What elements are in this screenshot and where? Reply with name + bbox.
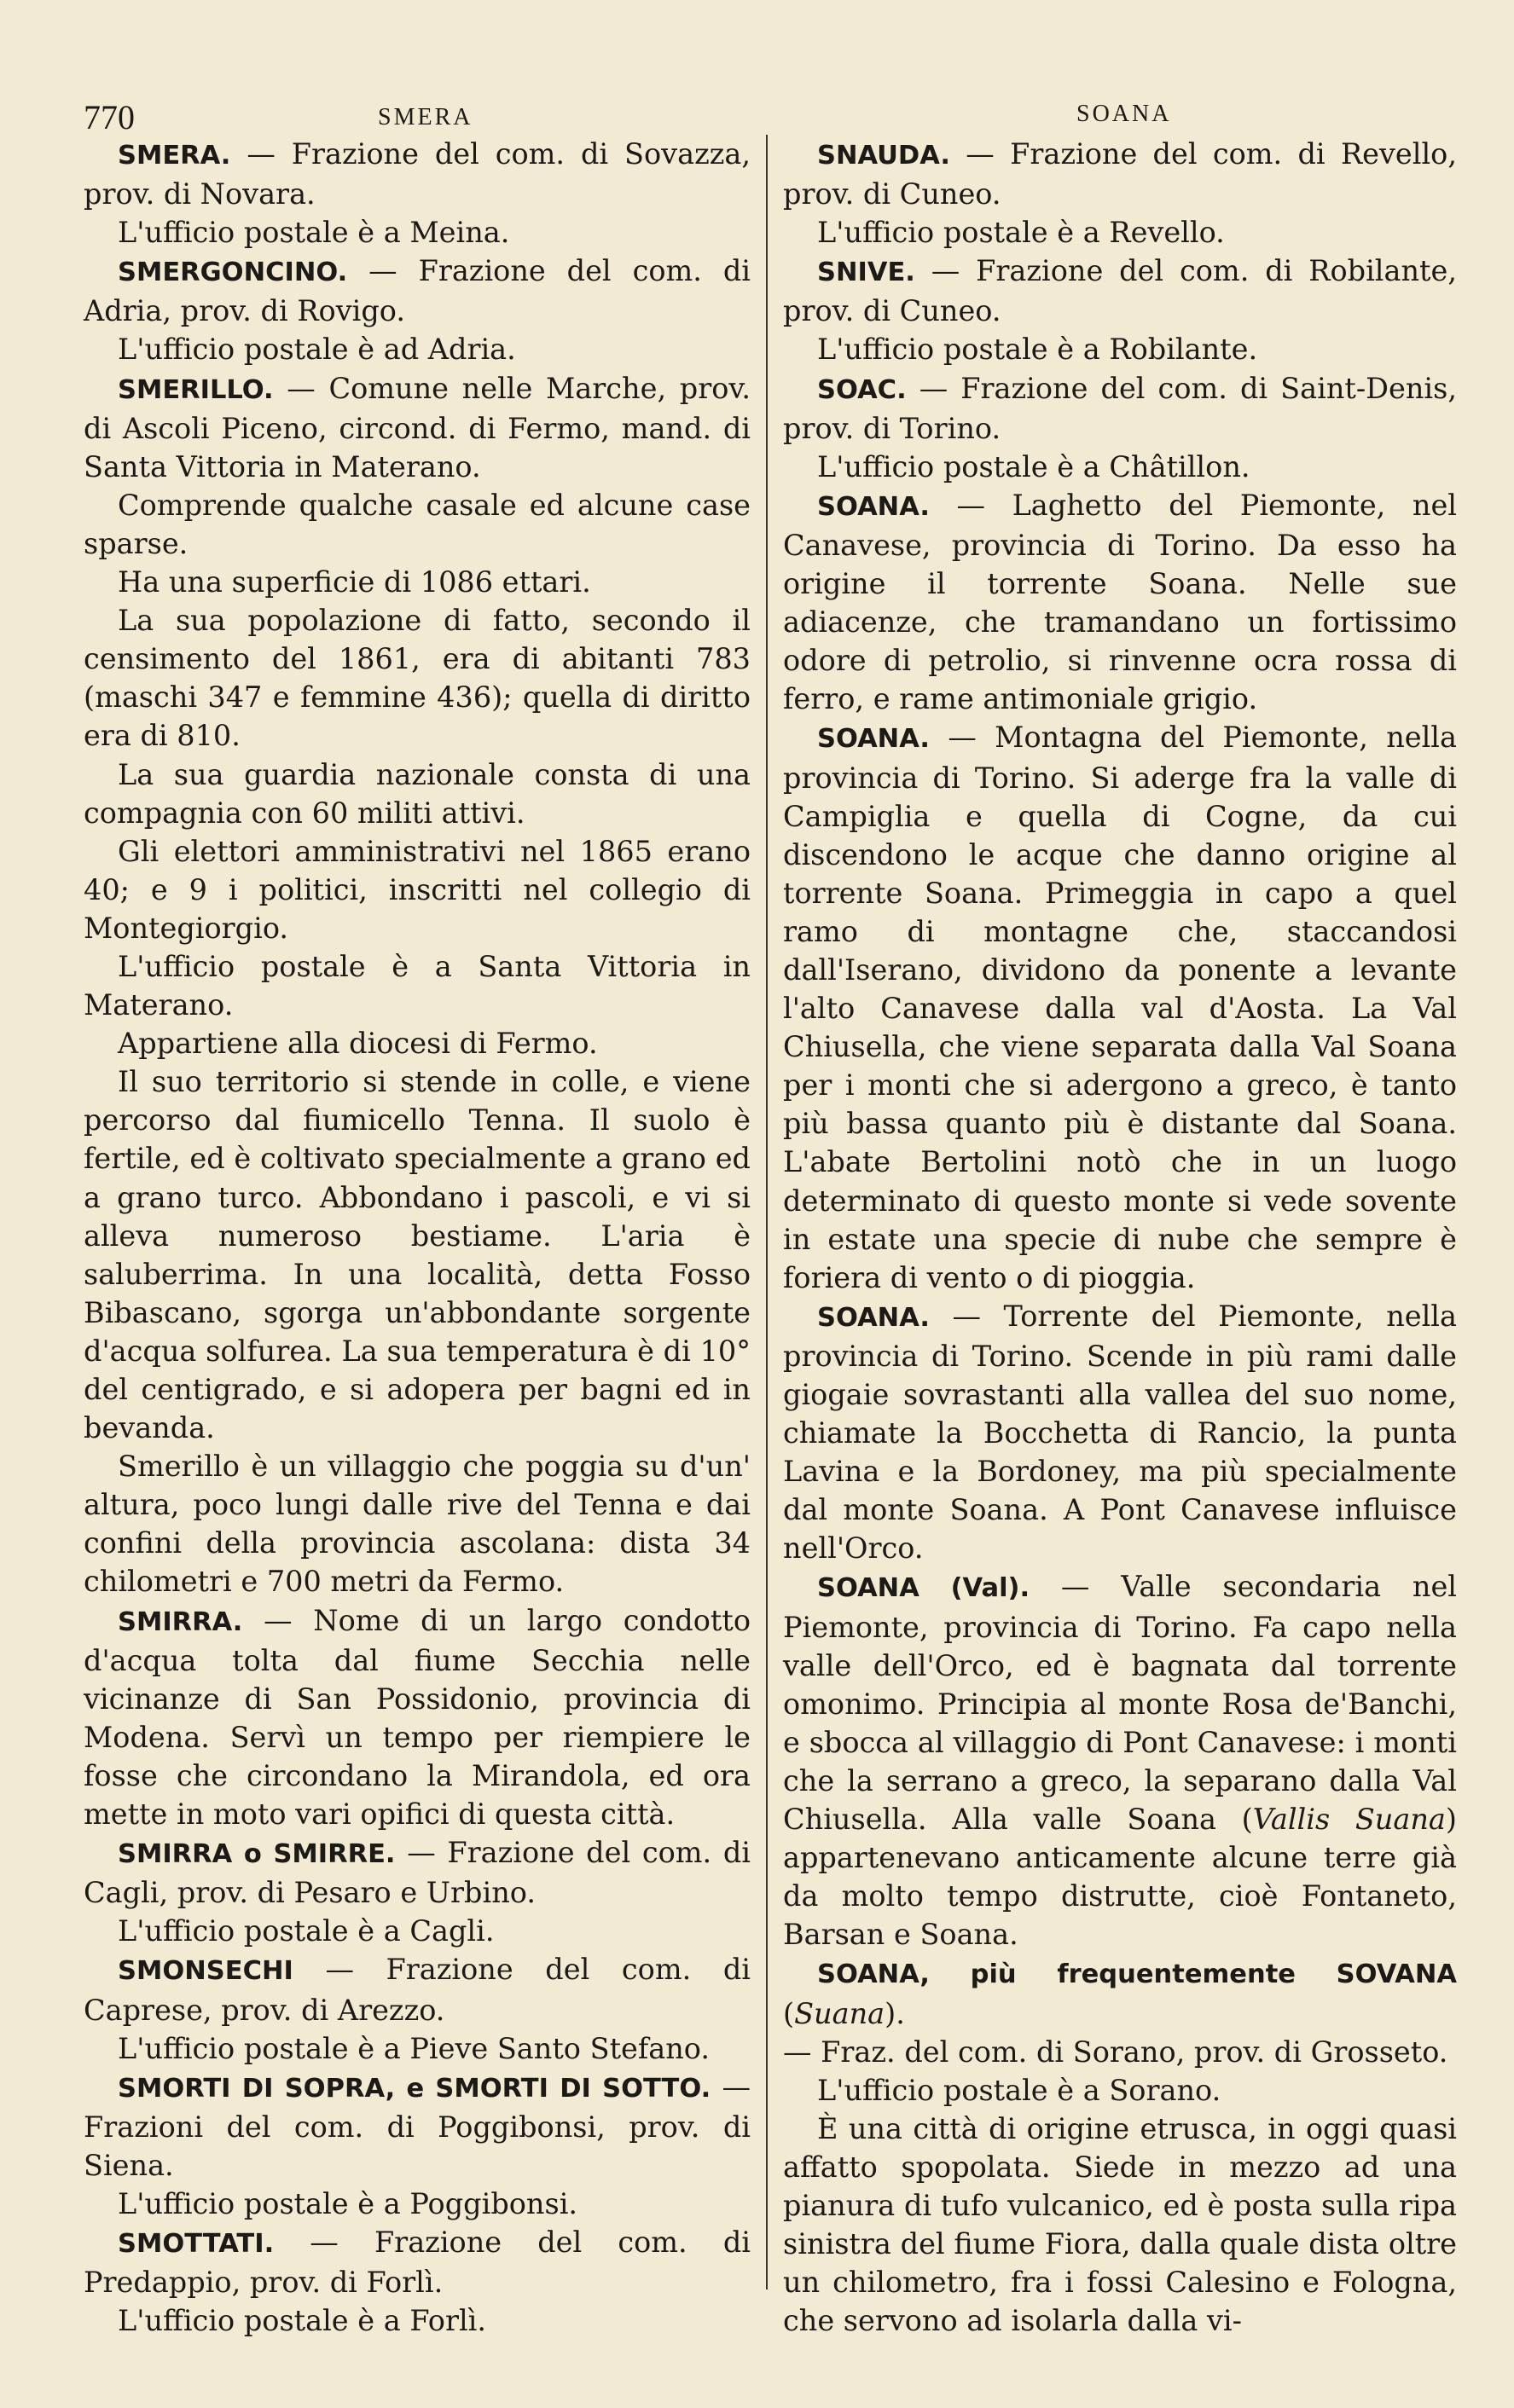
- entry-text: Appartiene alla diocesi di Fermo.: [118, 1027, 598, 1061]
- entry-text-tail: ) appartenevano anticamente alcune terre già da molto tempo distrutte, cioè Fontaneto, Barsan e Soana.: [783, 1803, 1457, 1952]
- entry-headword: SNAUDA.: [817, 141, 950, 171]
- right-running-head: SOANA: [1076, 101, 1172, 127]
- entry-headword: SOANA.: [817, 491, 930, 522]
- entry-paragraph: [84, 369, 751, 486]
- entry-headword: SMERA.: [118, 141, 231, 171]
- body-paragraph: [783, 213, 1457, 252]
- left-column: [84, 135, 751, 2340]
- entry-text: L'ufficio postale è a Revello.: [817, 216, 1225, 250]
- entry-text: L'ufficio postale è ad Adria.: [118, 333, 516, 367]
- page-number: 770: [84, 98, 135, 136]
- entry-text: L'ufficio postale è a Forlì.: [118, 2304, 487, 2338]
- entry-paragraph: [783, 135, 1457, 213]
- latin-name: Vallis Suana: [1252, 1803, 1446, 1837]
- entry-paragraph: [84, 2068, 751, 2185]
- left-running-head: SMERA: [378, 104, 473, 130]
- entry-paragraph: [84, 2223, 751, 2301]
- entry-paragraph: [783, 1297, 1457, 1568]
- entry-headword: SMONSECHI: [118, 1956, 293, 1987]
- body-paragraph: [84, 1912, 751, 1950]
- entry-paragraph: [783, 718, 1457, 1296]
- entry-text: Gli elettori amministrativi nel 1865 erano 40; e 9 i politici, inscritti nel collegio di Montegiorgio.: [84, 834, 751, 945]
- body-paragraph: [84, 1062, 751, 1447]
- body-paragraph: [783, 330, 1457, 368]
- body-paragraph: [84, 213, 751, 252]
- entry-text: La sua popolazione di fatto, secondo il censimento del 1861, era di abitanti 783 (maschi 347 e femmine 436); quella di diritto era di 810.: [84, 604, 751, 753]
- entry-text: — Frazione del com. di Predappio, prov. di Forlì.: [84, 2226, 751, 2300]
- entry-paragraph: [783, 252, 1457, 330]
- entry-paragraph: [84, 1950, 751, 2029]
- entry-text: — Montagna del Piemonte, nella provincia di Torino. Si aderge fra la valle di Campiglia e quella di Cogne, da cui discendono le acque che danno origine al torrente Soana. Primeggia in capo a quel ramo di montagne che, staccandosi dall'Iserano, dividono da ponente a levante l'alto Canavese dalla val d'Aosta. La Val Chiusella, che viene separata dalla Val Soana per i monti che si adergono a greco, è tanto più bassa quanto più è distante dal Soana. L'abate Bertolini notò che in un luogo determinato di questo monte si vede sovente in estate una specie di nube che sempre è foriera di vento o di pioggia.: [783, 721, 1457, 1294]
- entry-text: Ha una superficie di 1086 ettari.: [118, 565, 591, 599]
- body-paragraph: [84, 2185, 751, 2223]
- entry-paragraph: [783, 486, 1457, 719]
- entry-paragraph: [783, 1567, 1457, 1954]
- entry-headword: SNIVE.: [817, 258, 915, 288]
- entry-text: La sua guardia nazionale consta di una compagnia con 60 militi attivi.: [84, 757, 751, 830]
- entry-paragraph: [84, 252, 751, 330]
- entry-headword: SMORTI DI SOPRA, e SMORTI DI SOTTO.: [118, 2073, 711, 2104]
- entry-headword: SMERGONCINO.: [118, 258, 348, 288]
- entry-text: L'ufficio postale è a Poggibonsi.: [118, 2186, 578, 2220]
- entry-headword: SOANA (Val).: [817, 1573, 1030, 1604]
- entry-text: Smerillo è un villaggio che poggia su d'un' altura, poco lungi dalle rive del Tenna e dai confini della provincia ascolana: dista 34 chilometri e 700 metri da Fermo.: [84, 1450, 751, 1599]
- entry-text: — Laghetto del Piemonte, nel Canavese, provincia di Torino. Da esso ha origine il torrente Soana. Nelle sue adiacenze, che tramandano un fortissimo odore di petrolio, si rinvenne ocra rossa di ferro, e rame antimoniale grigio.: [783, 488, 1457, 716]
- entry-text: — Comune nelle Marche, prov. di Ascoli Piceno, circond. di Fermo, mand. di Santa Vittoria in Materano.: [84, 371, 751, 483]
- entry-text: — Frazione del com. di Cagli, prov. di Pesaro e Urbino.: [84, 1836, 751, 1910]
- latin-name: Suana: [794, 1996, 885, 2030]
- entry-text: — Frazione del com. di Robilante, prov. di Cuneo.: [783, 254, 1457, 328]
- entry-paragraph: [84, 135, 751, 213]
- entry-text: Il suo territorio si stende in colle, e viene percorso dal fiumicello Tenna. Il suolo è fertile, ed è coltivato specialmente a grano ed a grano turco. Abbondano i pascoli, e vi si alleva numeroso bestiame. L'aria è saluberrima. In una località, detta Fosso Bibascano, sgorga un'abbondante sorgente d'acqua solfurea. La sua temperatura è di 10° del centigrado, e si adopera per bagni ed in bevanda.: [84, 1065, 751, 1445]
- entry-paragraph: [84, 1601, 751, 1834]
- body-paragraph: [84, 947, 751, 1024]
- entry-text: — Frazione del com. di Sovazza, prov. di Novara.: [84, 137, 751, 211]
- entry-text: L'ufficio postale è a Sorano.: [817, 2073, 1221, 2107]
- body-paragraph: [84, 2301, 751, 2340]
- entry-text: Comprende qualche casale ed alcune case sparse.: [84, 488, 751, 560]
- entry-text: L'ufficio postale è a Robilante.: [817, 333, 1258, 367]
- entry-headword: SOANA.: [817, 1302, 930, 1333]
- entry-text: — Frazione del com. di Revello, prov. di Cuneo.: [783, 137, 1457, 211]
- body-paragraph: [84, 1024, 751, 1062]
- entry-text: — Frazione del com. di Adria, prov. di Rovigo.: [84, 254, 751, 328]
- entry-text: L'ufficio postale è a Cagli.: [118, 1914, 495, 1948]
- body-paragraph: [783, 2071, 1457, 2110]
- entry-paragraph: [84, 1833, 751, 1912]
- entry-text-tail: ).: [885, 1996, 905, 2030]
- entry-text: — Fraz. del com. di Sorano, prov. di Grosseto.: [783, 2035, 1448, 2069]
- entry-text: — Frazioni del com. di Poggibonsi, prov. di Siena.: [84, 2069, 751, 2182]
- entry-headword: SMERILLO.: [118, 374, 274, 405]
- entry-headword: SMIRRA.: [118, 1606, 243, 1637]
- entry-text: — Valle secondaria nel Piemonte, provincia di Torino. Fa capo nella valle dell'Orco, ed è bagnata dal torrente omonimo. Principia al monte Rosa de'Banchi, e sbocca al villaggio di Pont Canavese: i monti che la serrano a greco, la separano dalla Val Chiusella. Alla valle Soana (: [783, 1570, 1457, 1837]
- right-column: [783, 135, 1457, 2340]
- body-paragraph: [84, 601, 751, 755]
- entry-text: L'ufficio postale è a Pieve Santo Stefano.: [118, 2031, 711, 2065]
- entry-text: — Frazione del com. di Saint-Denis, prov. di Torino.: [783, 371, 1457, 445]
- entry-paragraph: [783, 369, 1457, 448]
- body-paragraph: [84, 330, 751, 368]
- body-paragraph: [84, 755, 751, 832]
- entry-text: L'ufficio postale è a Châtillon.: [817, 449, 1250, 483]
- entry-text: — Torrente del Piemonte, nella provincia di Torino. Scende in più rami dalle giogaie sovrastanti alla vallea del suo nome, chiamate la Bocchetta di Rancio, la punta Lavina e la Bordoney, ma più specialmente dal monte Soana. A Pont Canavese influisce nell'Orco.: [783, 1299, 1457, 1566]
- entry-text: (: [783, 1996, 795, 2030]
- entry-headword: SOANA, più frequentemente SOVANA: [817, 1959, 1457, 1990]
- entry-text: — Nome di un largo condotto d'acqua tolta dal fiume Secchia nelle vicinanze di San Possidonio, provincia di Modena. Servì un tempo per riempiere le fosse che circondano la Mirandola, ed ora mette in moto vari opifici di questa città.: [84, 1603, 751, 1832]
- entry-headword: SMIRRA o SMIRRE.: [118, 1839, 396, 1870]
- body-paragraph: [783, 448, 1457, 486]
- entry-paragraph: [783, 1954, 1457, 2032]
- entry-text: L'ufficio postale è a Meina.: [118, 216, 510, 250]
- body-paragraph: [84, 486, 751, 563]
- body-paragraph: [783, 2110, 1457, 2341]
- entry-text: È una città di origine etrusca, in oggi quasi affatto spopolata. Siede in mezzo ad una pianura di tufo vulcanico, ed è posta sulla ripa sinistra del fiume Fiora, dalla quale dista oltre un chilometro, fra i fossi Calesino e Fologna, che servono ad isolarla dalla vi-: [783, 2111, 1457, 2338]
- entry-text: L'ufficio postale è a Santa Vittoria in Materano.: [84, 949, 751, 1022]
- body-paragraph: [783, 2033, 1457, 2071]
- column-divider: [766, 135, 768, 2289]
- body-paragraph: [84, 832, 751, 947]
- entry-headword: SOANA.: [817, 724, 930, 755]
- entry-headword: SMOTTATI.: [118, 2229, 275, 2260]
- body-paragraph: [84, 1447, 751, 1601]
- entry-text: — Frazione del com. di Caprese, prov. di Arezzo.: [84, 1953, 751, 2027]
- body-paragraph: [84, 2029, 751, 2068]
- body-paragraph: [84, 563, 751, 601]
- entry-headword: SOAC.: [817, 374, 907, 405]
